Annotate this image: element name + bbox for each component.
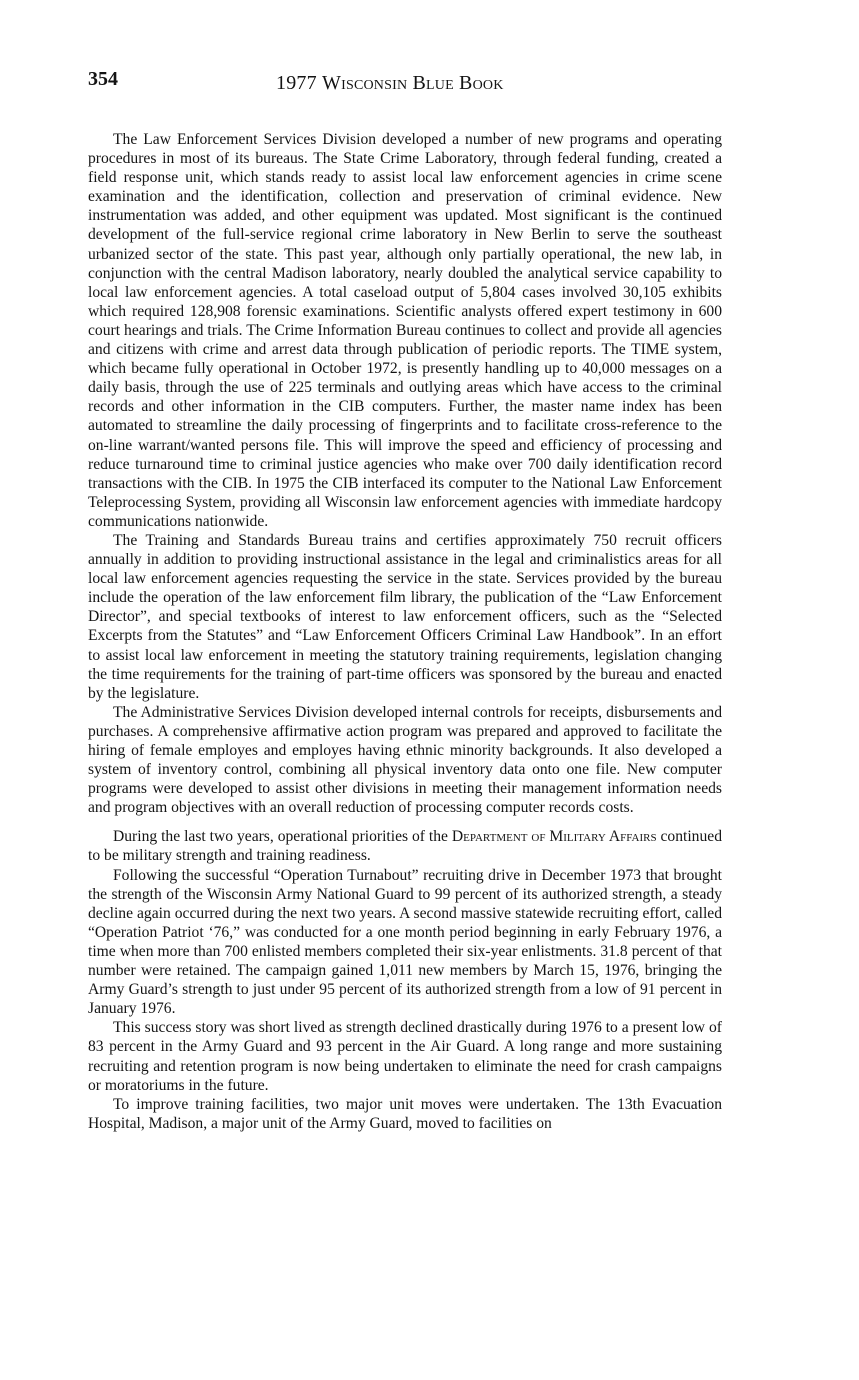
running-head-word-2: Blue xyxy=(412,72,454,94)
paragraph-law-enforcement: The Law Enforcement Services Division developed a number of new programs and operating procedures in most of its bureaus. The State Crime Laboratory, through federal funding, created a field response unit, which stands ready to assist local law enforcement agencies in crime scene examination and the identification, collection and preservation of criminal evidence. New instrumentation was added, and other equipment was updated. Most significant is the continued development of the full-service regional crime laboratory in New Berlin to serve the southeast urbanized sector of the state. This past year, although only partially operational, the new lab, in conjunction with the central Madison laboratory, nearly doubled the analytical service capability to local law enforcement agencies. A total caseload output of 5,804 cases involved 30,105 exhibits which required 128,908 forensic examinations. Scientific analysts offered expert testimony in 600 court hearings and trials. The Crime Information Bureau continues to collect and provide all agencies and citizens with crime and arrest data through publication of periodic reports. The TIME system, which became fully operational in October 1972, is presently handling up to 40,000 messages on a daily basis, through the use of 225 terminals and outlying areas which have access to the criminal records and other information in the CIB computers. Further, the master name index has been automated to streamline the daily processing of fingerprints and to facilitate cross-reference to the on-line warrant/wanted persons file. This will improve the speed and efficiency of processing and reduce turnaround time to criminal justice agencies who make over 700 daily identification record transactions with the CIB. In 1975 the CIB interfaced its computer to the National Law Enforcement Teleprocessing System, providing all Wisconsin law enforcement agencies with immediate hardcopy communications nationwide. xyxy=(88,131,722,530)
paragraph-recruiting: Following the successful “Operation Turnabout” recruiting drive in December 1973 that brought the strength of the Wisconsin Army National Guard to 99 percent of its authorized strength, a steady decline again occurred during the next two years. A second massive statewide recruiting effort, called “Operation Patriot ‘76,” was conducted for a one month period beginning in early February 1976, a time when more than 700 enlisted members completed their six-year enlistments. 31.8 percent of that number were retained. The campaign gained 1,011 new members by March 15, 1976, bringing the Army Guard’s strength to just under 95 percent of its authorized strength from a low of 91 percent in January 1976. xyxy=(88,866,722,1018)
body-text xyxy=(88,130,722,1133)
paragraph-military-lead xyxy=(88,827,722,865)
military-lead-after: continued to be military strength and training readiness. xyxy=(88,828,722,865)
running-head-word-1: Wisconsin xyxy=(322,72,408,94)
department-name: Department of Military Affairs xyxy=(451,828,657,846)
paragraph-administrative-services: The Administrative Services Division developed internal controls for receipts, disbursements and purchases. A comprehensive affirmative action program was prepared and approved to facilitate the hiring of female employes and employes having ethnic minority backgrounds. It also developed a system of inventory control, combining all physical inventory data onto one file. New computer programs were developed to assist other divisions in meeting their management information needs and program objectives with an overall reduction of processing computer records costs. xyxy=(88,703,722,817)
running-head-word-3: Book xyxy=(459,72,504,94)
paragraph-training-standards: The Training and Standards Bureau trains and certifies approximately 750 recruit officers annually in addition to providing instructional assistance in the legal and criminalistics areas for all local law enforcement agencies requesting the service in the state. Services provided by the bureau include the operation of the law enforcement film library, the publication of the “Law Enforcement Director”, and special textbooks of interest to law enforcement officers, such as the “Selected Excerpts from the Statutes” and “Law Enforcement Officers Criminal Law Handbook”. In an effort to assist local law enforcement in meeting the statutory training requirements, legislation changing the time requirements for the training of part-time officers was sponsored by the bureau and enacted by the legislature. xyxy=(88,531,722,702)
page-number: 354 xyxy=(88,68,118,90)
running-head-year: 1977 xyxy=(276,72,317,94)
paragraph-strength-decline: This success story was short lived as strength declined drastically during 1976 to a present low of 83 percent in the Army Guard and 93 percent in the Air Guard. A long range and more sustaining recruiting and retention program is now being undertaken to eliminate the need for crash campaigns or moratoriums in the future. xyxy=(88,1019,722,1094)
military-lead-before: During the last two years, operational priorities of the xyxy=(113,828,452,846)
paragraph-training-facilities: To improve training facilities, two major unit moves were undertaken. The 13th Evacuation Hospital, Madison, a major unit of the Army Guard, moved to facilities on xyxy=(88,1095,722,1132)
running-head xyxy=(276,72,504,95)
